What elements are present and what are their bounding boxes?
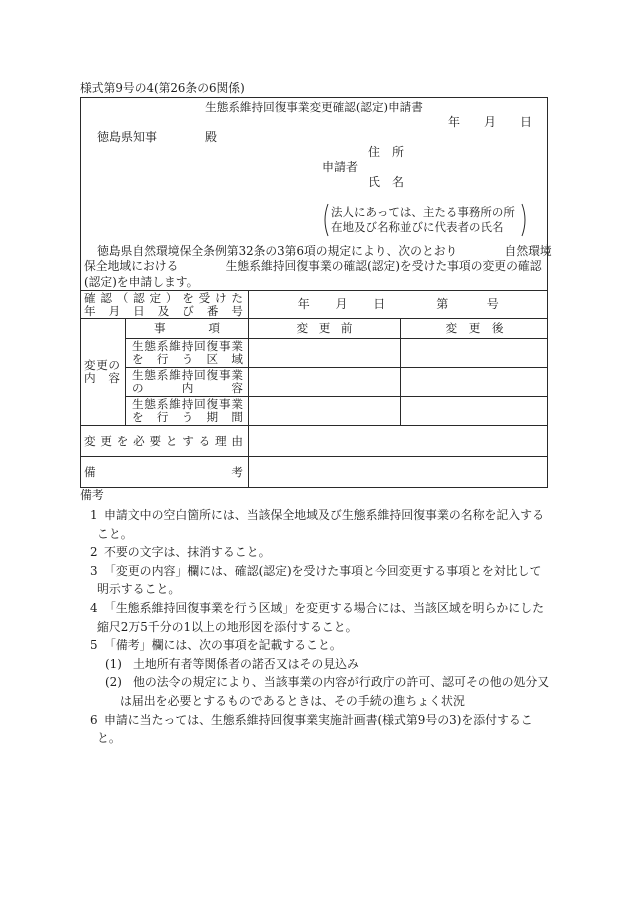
note-text-continued: と。 [97, 731, 121, 746]
item-period-label-cell [125, 396, 248, 425]
confirmation-value-cell [248, 290, 548, 318]
note-text: 申請文中の空白箇所には、当該保全地域及び生態系維持回復事業の名称を記入する [104, 508, 544, 522]
item-period-after-cell [400, 396, 548, 425]
item-label-line: 生態系維持回復事業 [132, 368, 243, 382]
note-item [80, 543, 555, 562]
note-text-continued: 明示すること。 [97, 582, 181, 597]
note-subitem-text: 他の法令の規定により、当該事業の内容が行政庁の許可、認可その他の処分又 [133, 675, 550, 690]
remarks-label: 備考 [84, 464, 243, 479]
statement-line: 保全地域における 生態系維持回復事業の確認(認定)を受けた事項の変更の確認 [84, 259, 542, 273]
application-statement [84, 243, 552, 291]
reason-value-cell [248, 425, 548, 456]
item-content-before-cell [248, 367, 400, 396]
reason-label-cell [80, 425, 248, 456]
note-subitem-text-continued: は届出を必要とするものであるときは、その手続の進ちょく状況 [120, 693, 465, 708]
note-subitem [80, 655, 555, 674]
item-label-line: の内容 [132, 381, 243, 395]
notes-heading: 備考 [80, 488, 104, 502]
confirmation-label-cell [80, 290, 248, 318]
note-number: 1 [90, 508, 98, 522]
header-after-cell [400, 318, 548, 338]
note-text-continued: こと。 [97, 526, 133, 541]
applicant-address-label: 住 所 [368, 145, 405, 159]
confirmation-label-line: 確認（認定）を受けた [84, 290, 243, 305]
statement-line: (認定)を申請します。 [84, 274, 199, 289]
item-period-before-cell [248, 396, 400, 425]
reason-label: 変更を必要とする理由 [84, 433, 243, 448]
corporate-note-bracket [321, 203, 529, 237]
form-number: 様式第9号の4(第26条の6関係) [80, 81, 245, 95]
corporate-note [331, 205, 515, 235]
application-table [80, 290, 548, 488]
note-number: 3 [90, 563, 98, 578]
corporate-note-line: 法人にあっては、主たる事務所の所 [331, 204, 515, 219]
header-item: 事項 [154, 321, 220, 335]
note-number: 5 [90, 638, 98, 653]
statement-line: 徳島県自然環境保全条例第32条の3第6項の規定により、次のとおり 自然環境 [97, 243, 552, 258]
note-text: 申請に当たっては、生態系維持回復事業実施計画書(様式第9号の3)を添付するこ [104, 712, 533, 727]
header-before-cell [248, 318, 400, 338]
note-text: 「変更の内容」欄には、確認(認定)を受けた事項と今回変更する事項とを対比して [104, 563, 542, 578]
item-label-line: 生態系維持回復事業 [132, 339, 243, 353]
confirmation-label-line: 年月日及び番号 [84, 303, 243, 318]
corporate-note-line: 在地及び名称並びに代表者の氏名 [331, 219, 504, 234]
note-subitem-number: (2) [105, 675, 122, 690]
change-content-label-line: 内容 [84, 371, 120, 385]
note-text-continued: 縮尺2万5千分の1以上の地形図を添付すること。 [97, 619, 358, 634]
note-subitem-number: (1) [105, 656, 122, 671]
item-label-line: 生態系維持回復事業 [132, 397, 243, 411]
header-after: 変更後 [445, 321, 504, 335]
header-before: 変更前 [296, 321, 353, 335]
change-content-label-line: 変更の [84, 358, 120, 372]
applicant-label: 申請者 [322, 160, 359, 174]
item-content-label-cell [125, 367, 248, 396]
note-number: 4 [90, 600, 98, 615]
addressee: 徳島県知事 殿 [97, 130, 218, 144]
notes-list [80, 506, 555, 748]
item-area-after-cell [400, 338, 548, 367]
application-date: 年 月 日 [447, 115, 532, 129]
note-text: 「備考」欄には、次の事項を記載すること。 [104, 638, 342, 653]
remarks-label-cell [80, 456, 248, 487]
note-item [80, 636, 555, 655]
change-content-label-cell [80, 318, 125, 425]
note-item [80, 711, 555, 730]
item-label-line: を行う期間 [132, 410, 243, 424]
note-item [80, 562, 555, 581]
header-item-cell [125, 318, 248, 338]
note-subitem-text: 土地所有者等関係者の諾否又はその見込み [133, 656, 359, 671]
remarks-value-cell [248, 456, 548, 487]
item-area-label-cell [125, 338, 248, 367]
note-text: 不要の文字は、抹消すること。 [104, 545, 271, 560]
form-title: 生態系維持回復事業変更確認(認定)申請書 [205, 100, 423, 114]
item-label-line: を行う区域 [132, 352, 243, 366]
note-number: 2 [90, 545, 98, 560]
note-item [80, 506, 555, 525]
confirmation-date-number: 年 月 日 第 号 [297, 297, 500, 311]
application-header-section [80, 97, 552, 290]
note-subitem [80, 673, 555, 692]
note-number: 6 [90, 712, 98, 727]
left-parenthesis [325, 204, 328, 236]
item-content-after-cell [400, 367, 548, 396]
item-area-before-cell [248, 338, 400, 367]
right-parenthesis [522, 204, 525, 236]
note-text: 「生態系維持回復事業を行う区域」を変更する場合には、当該区域を明らかにした [104, 600, 544, 615]
applicant-name-label: 氏 名 [368, 175, 405, 189]
note-item [80, 599, 555, 618]
